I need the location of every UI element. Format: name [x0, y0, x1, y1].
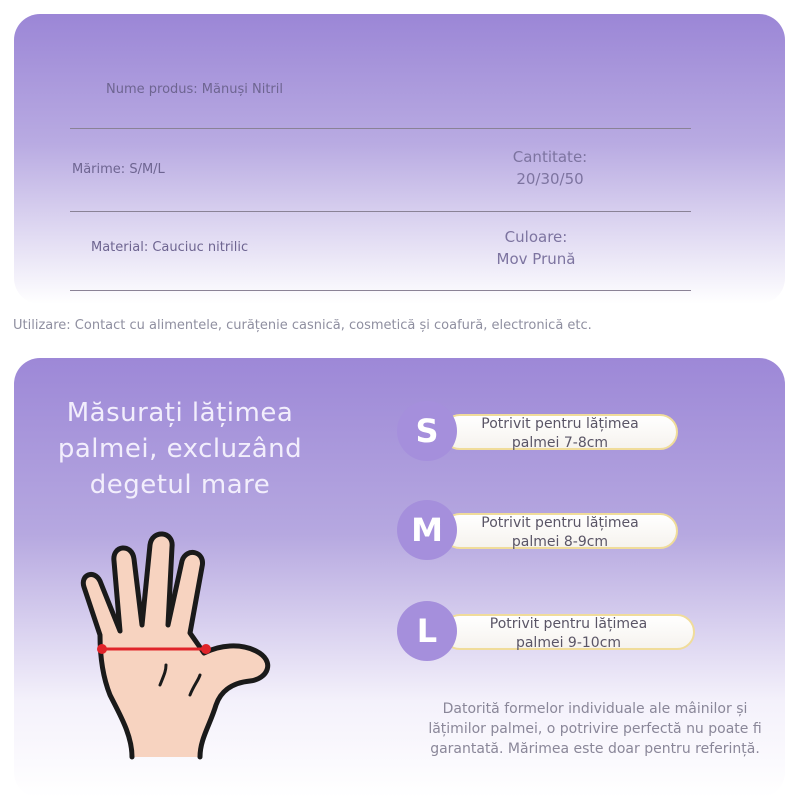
headline-line: Măsurați lățimea [66, 398, 294, 428]
measure-point [97, 644, 107, 654]
headline-line: palmei, excluzând [57, 434, 303, 464]
measure-point [201, 644, 211, 654]
usage-text: Utilizare: Contact cu alimentele, curățenie casnică, cosmetică și coafură, electronică etc. [13, 318, 592, 333]
size-badge-l: L [397, 601, 457, 661]
disclaimer-note [400, 699, 790, 759]
size-pill [442, 513, 678, 549]
size-desc-line2: palmei 9-10cm [515, 635, 622, 651]
size-row-l [397, 601, 697, 663]
note-line: garantată. Mărimea este doar pentru referință. [430, 741, 760, 757]
size-pill [442, 614, 695, 650]
hand-illustration-icon [70, 525, 290, 760]
product-name-label: Nume produs: Mănuși Nitril [106, 82, 283, 97]
size-badge-s: S [397, 401, 457, 461]
note-line: Datorită formelor individuale ale mâinilor și [442, 701, 748, 717]
divider [70, 290, 691, 291]
divider [70, 211, 691, 212]
size-badge-m: M [397, 500, 457, 560]
size-row-s [397, 401, 687, 463]
note-line: lățimilor palmei, o potrivire perfectă nu poate fi [428, 721, 762, 737]
size-row-m [397, 500, 687, 562]
size-desc [444, 415, 676, 453]
product-info-card [14, 14, 785, 304]
quantity-value: 20/30/50 [516, 170, 584, 188]
size-desc [444, 615, 693, 653]
size-desc-line2: palmei 8-9cm [511, 534, 609, 550]
quantity-label: Cantitate: [512, 148, 588, 166]
size-desc [444, 514, 676, 552]
headline-line: degetul mare [89, 470, 271, 500]
size-desc-line1: Potrivit pentru lățimea [489, 616, 648, 632]
size-desc-line2: palmei 7-8cm [511, 435, 609, 451]
quantity-block [490, 146, 610, 190]
size-label: Mărime: S/M/L [72, 162, 165, 177]
divider [70, 128, 691, 129]
size-desc-line1: Potrivit pentru lățimea [481, 416, 639, 432]
color-value: Mov Prună [496, 250, 576, 268]
sizing-headline [40, 395, 320, 503]
size-pill [442, 414, 678, 450]
size-desc-line1: Potrivit pentru lățimea [481, 515, 639, 531]
material-label: Material: Cauciuc nitrilic [91, 240, 249, 255]
color-block [476, 226, 596, 270]
color-label: Culoare: [504, 228, 568, 246]
